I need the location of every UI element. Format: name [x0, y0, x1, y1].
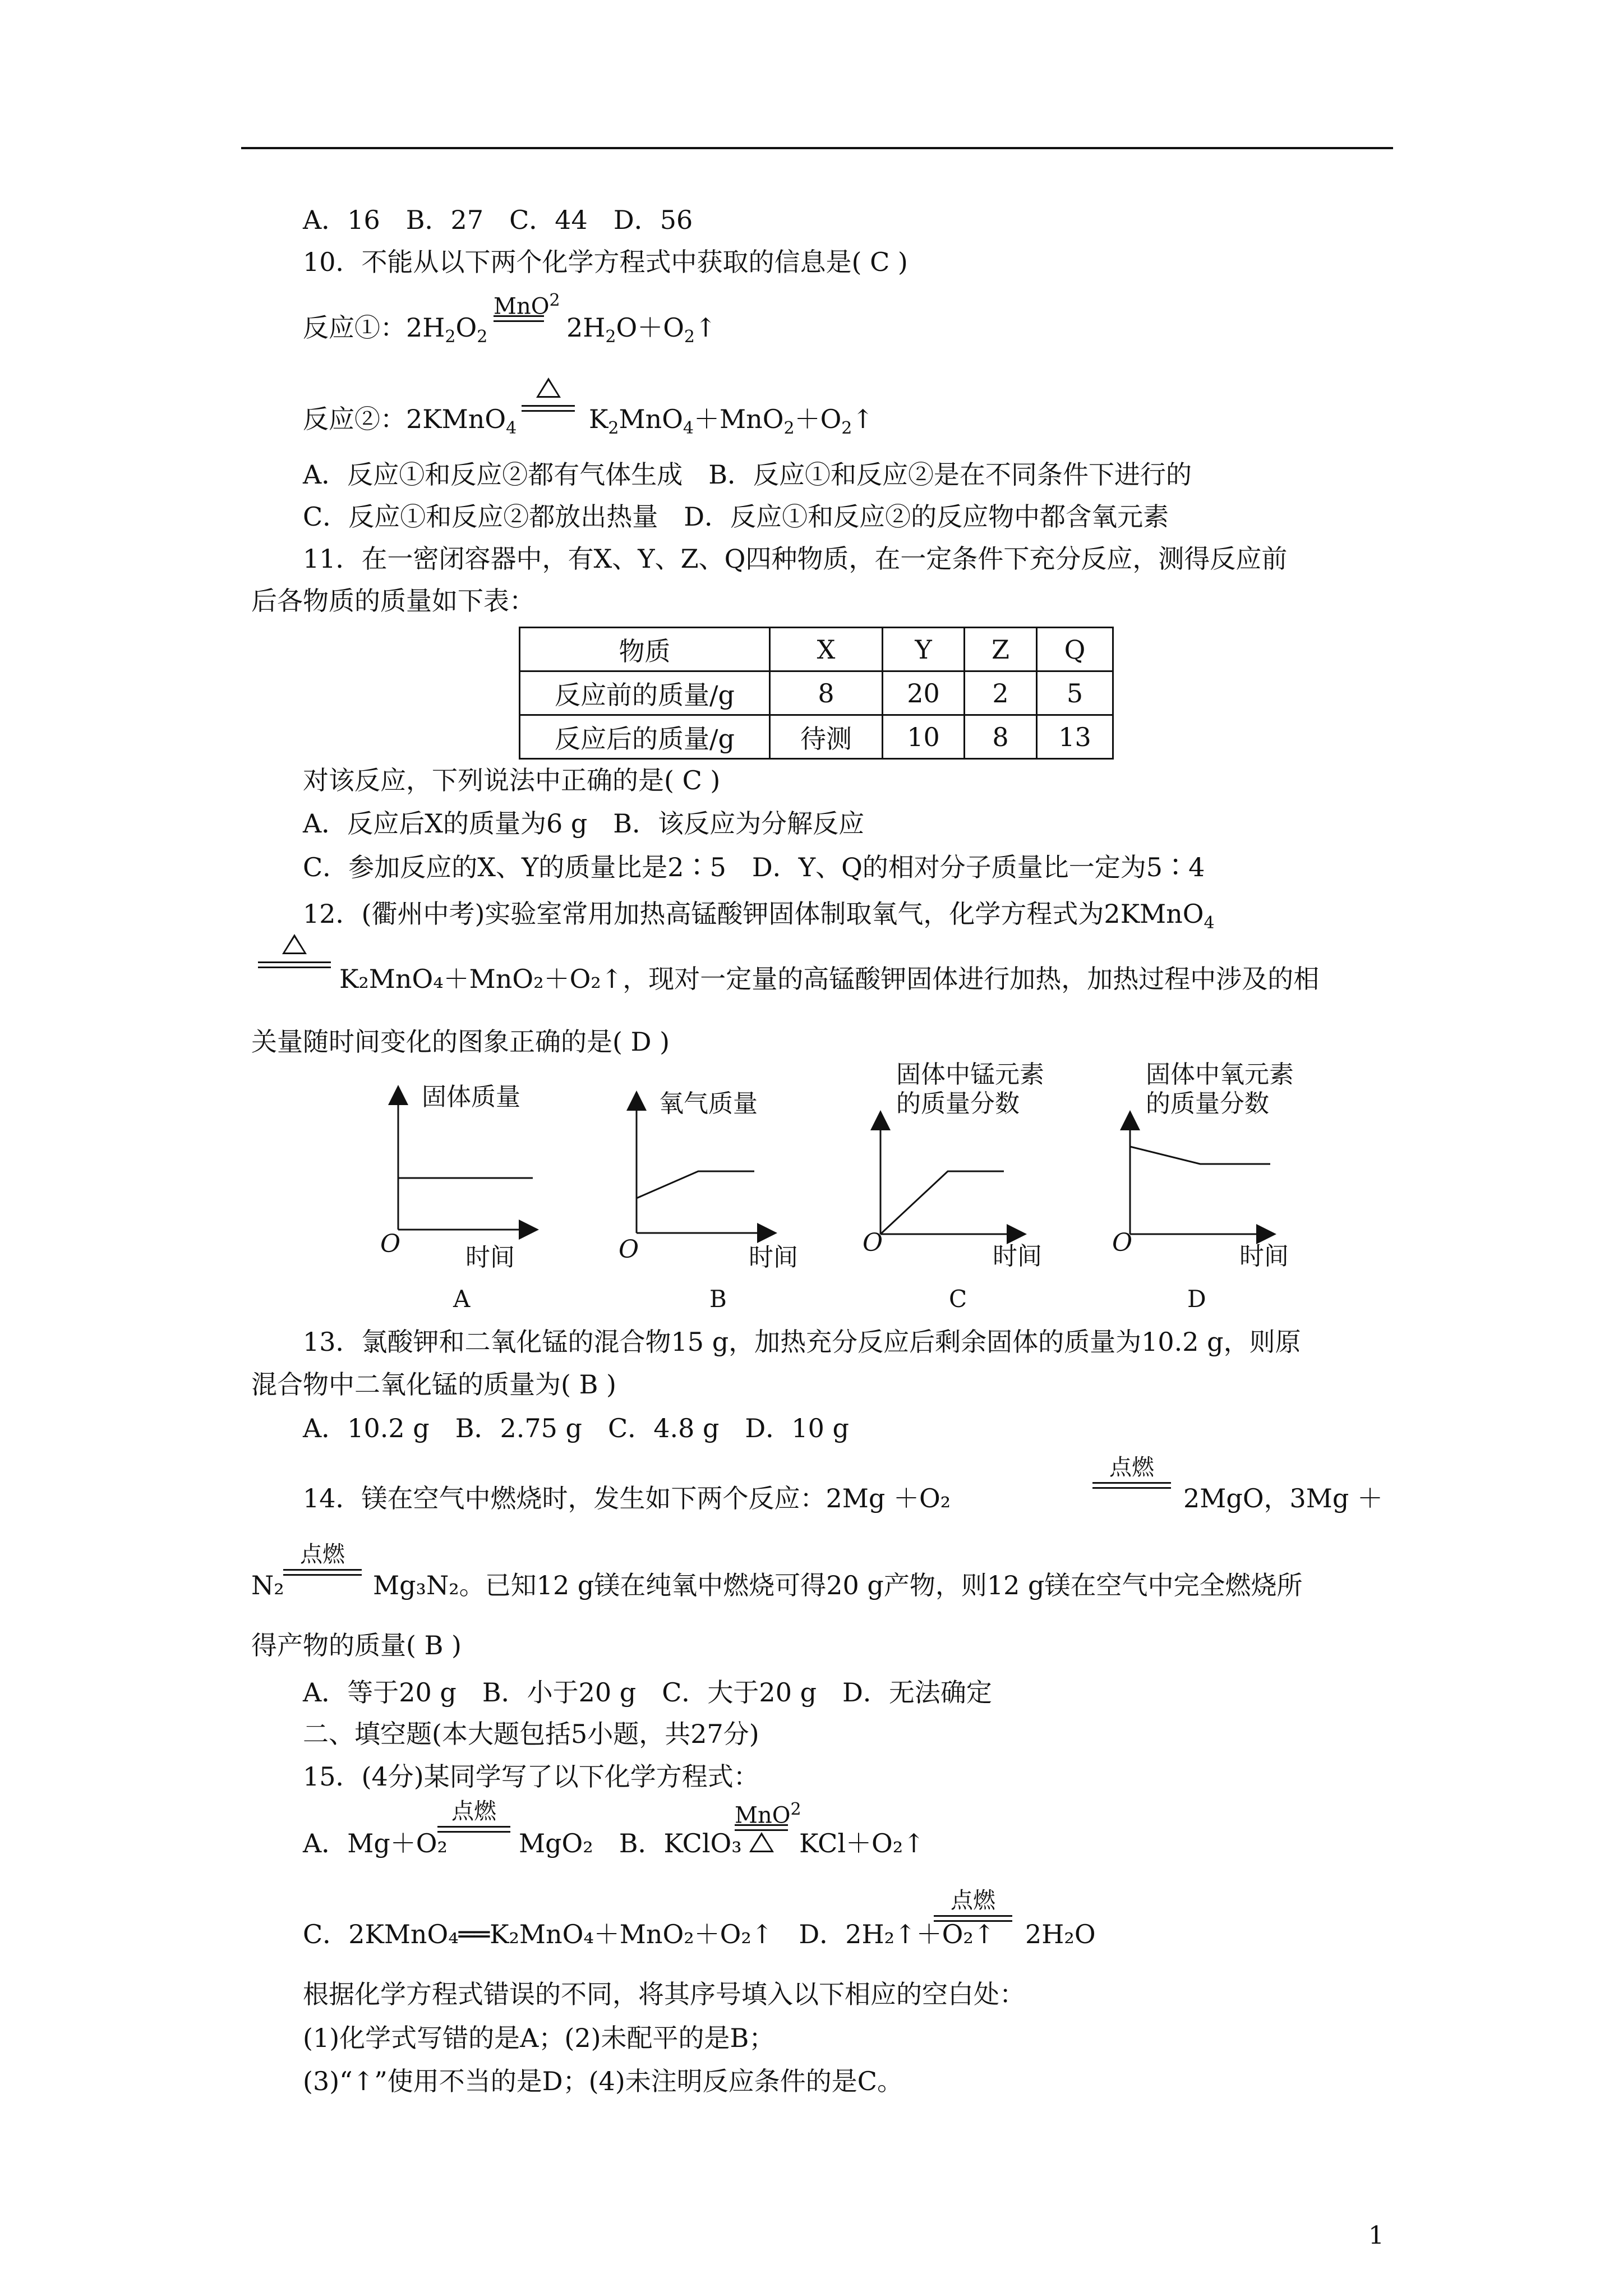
mass-table	[519, 627, 1114, 760]
q15-eq-a2: MgO₂ B．KClO₃	[519, 1828, 742, 1858]
table-cell: 10	[883, 715, 965, 759]
graph-b-origin: O	[619, 1235, 639, 1264]
q14-condition-1: 点燃	[1092, 1453, 1171, 1489]
q15-a-condition: 点燃	[437, 1797, 510, 1833]
table-cell: 2	[965, 671, 1037, 715]
heat-triangle-icon	[536, 378, 561, 398]
q11-options-cd: C．参加反应的X、Y的质量比是2∶5 D．Y、Q的相对分子质量比一定为5∶4	[303, 852, 1205, 882]
q15-eq-c-d: C．2KMnO₄══K₂MnO₄＋MnO₂＋O₂↑ D．2H₂↑＋O₂↑	[303, 1919, 995, 1949]
table-cell: 20	[883, 671, 965, 715]
q11-stem-2: 后各物质的质量如下表：	[251, 586, 535, 616]
graph-a-xlabel: 时间	[465, 1243, 515, 1272]
header-rule	[241, 147, 1393, 149]
q15-stem: 15．(4分)某同学写了以下化学方程式：	[303, 1761, 759, 1792]
q15-answers-1-2: (1)化学式写错的是A；(2)未配平的是B；	[303, 2023, 775, 2053]
graph-c-ylabel-2: 的质量分数	[896, 1089, 1020, 1118]
graph-c-curve	[880, 1171, 1004, 1234]
q10-options-cd: C．反应①和反应②都放出热量 D．反应①和反应②的反应物中都含氧元素	[303, 501, 1169, 532]
q15-instruction: 根据化学方程式错误的不同，将其序号填入以下相应的空白处：	[303, 1979, 1025, 2009]
q14-stem-2b: Mg₃N₂。已知12 g镁在纯氧中燃烧可得20 g产物，则12 g镁在空气中完全燃烧所	[373, 1570, 1303, 1600]
graph-a-ylabel: 固体质量	[422, 1083, 520, 1111]
table-row	[520, 628, 1113, 671]
graph-d-ylabel-1: 固体中氧元素	[1146, 1060, 1294, 1089]
q9-options: A．16 B．27 C．44 D．56	[303, 205, 693, 235]
heat-triangle-icon	[749, 1832, 774, 1852]
q11-stem-1: 11．在一密闭容器中，有X、Y、Z、Q四种物质，在一定条件下充分反应，测得反应前	[303, 544, 1288, 574]
q15-answers-3-4: (3)“↑”使用不当的是D；(4)未注明反应条件的是C。	[303, 2066, 903, 2096]
q10-r1-condition: MnO$^2$	[494, 286, 544, 322]
q14-condition-2: 点燃	[283, 1540, 362, 1576]
table-cell: 反应后的质量/g	[520, 715, 770, 759]
graph-c	[864, 1060, 1043, 1315]
graph-d-ylabel-2: 的质量分数	[1146, 1089, 1269, 1118]
graph-b-xlabel: 时间	[749, 1243, 798, 1272]
graph-a-letter: A	[453, 1285, 471, 1313]
graph-c-letter: C	[949, 1285, 967, 1313]
q14-stem-1b: 2MgO，3Mg ＋	[1183, 1483, 1383, 1513]
q11-options-ab: A．反应后X的质量为6 g B．该反应为分解反应	[303, 808, 865, 839]
q14-stem-1a: 14．镁在空气中燃烧时，发生如下两个反应：2Mg ＋O₂	[303, 1483, 951, 1513]
q15-d-condition: 点燃	[934, 1886, 1012, 1922]
table-row	[520, 715, 1113, 759]
table-cell: 5	[1037, 671, 1113, 715]
q13-options: A．10.2 g B．2.75 g C．4.8 g D．10 g	[303, 1413, 849, 1443]
table-cell: Q	[1037, 628, 1113, 671]
graph-d-xlabel: 时间	[1239, 1242, 1289, 1271]
q10-r1-products: $2H_2O+O_2↑$	[566, 312, 717, 347]
page-number: 1	[1368, 2221, 1384, 2250]
graph-b-letter: B	[709, 1285, 727, 1313]
graph-d-letter: D	[1187, 1285, 1206, 1313]
q13-stem-1: 13．氯酸钾和二氧化锰的混合物15 g，加热充分反应后剩余固体的质量为10.2 g，则原	[303, 1327, 1301, 1357]
q12-condition	[258, 932, 331, 968]
graph-b	[619, 1071, 798, 1315]
table-cell: X	[770, 628, 883, 671]
q15-eq-b2: KCl＋O₂↑	[799, 1828, 925, 1858]
graph-c-xlabel: 时间	[993, 1242, 1042, 1271]
graph-d-curve	[1130, 1147, 1270, 1164]
q13-stem-2: 混合物中二氧化锰的质量为( B )	[251, 1369, 616, 1400]
q14-stem-3: 得产物的质量( B )	[251, 1630, 462, 1660]
table-cell: 待测	[770, 715, 883, 759]
heat-triangle-icon	[282, 934, 307, 954]
q15-b-condition: MnO$^2$	[735, 1795, 788, 1859]
q12-stem-1: 12．(衢州中考)实验室常用加热高锰酸钾固体制取氧气，化学方程式为2KMnO$_4$	[303, 899, 1215, 933]
table-cell: 13	[1037, 715, 1113, 759]
q15-eq-a: A．Mg＋O₂	[303, 1828, 448, 1858]
graph-b-curve	[637, 1171, 754, 1198]
q12-stem-2: K₂MnO₄＋MnO₂＋O₂↑，现对一定量的高锰酸钾固体进行加热，加热过程中涉及的相	[339, 964, 1320, 994]
q10-r2-products: $K_2MnO_4+MnO_2+O_2↑$	[589, 404, 874, 438]
q12-stem-3: 关量随时间变化的图象正确的是( D )	[251, 1027, 670, 1057]
q10-options-ab: A．反应①和反应②都有气体生成 B．反应①和反应②是在不同条件下进行的	[303, 459, 1192, 490]
q15-eq-d2: 2H₂O	[1025, 1919, 1096, 1949]
table-cell: 反应前的质量/g	[520, 671, 770, 715]
q14-options: A．等于20 g B．小于20 g C．大于20 g D．无法确定	[303, 1677, 992, 1708]
graph-d	[1113, 1060, 1293, 1315]
graph-c-ylabel-1: 固体中锰元素	[896, 1060, 1044, 1089]
q10-reaction-1: 反应①：$2H_2O_2$	[303, 312, 488, 347]
q10-r2-condition	[522, 376, 575, 412]
graph-b-ylabel: 氧气质量	[659, 1089, 758, 1118]
graph-c-origin: O	[863, 1228, 883, 1257]
q10-reaction-2: 反应②：2KMnO$_4$	[303, 404, 517, 438]
table-cell: 8	[965, 715, 1037, 759]
table-cell: Y	[883, 628, 965, 671]
q14-stem-2a: N₂	[251, 1570, 284, 1600]
table-cell: 物质	[520, 628, 770, 671]
table-row	[520, 671, 1113, 715]
table-cell: Z	[965, 628, 1037, 671]
graph-d-origin: O	[1112, 1228, 1133, 1257]
q11-after-table: 对该反应，下列说法中正确的是( C )	[303, 765, 721, 795]
graph-a-origin: O	[380, 1230, 401, 1258]
section-2-heading: 二、填空题(本大题包括5小题，共27分)	[303, 1719, 759, 1749]
graph-a	[381, 1071, 550, 1315]
table-cell: 8	[770, 671, 883, 715]
q10-stem: 10．不能从以下两个化学方程式中获取的信息是( C )	[303, 247, 908, 277]
